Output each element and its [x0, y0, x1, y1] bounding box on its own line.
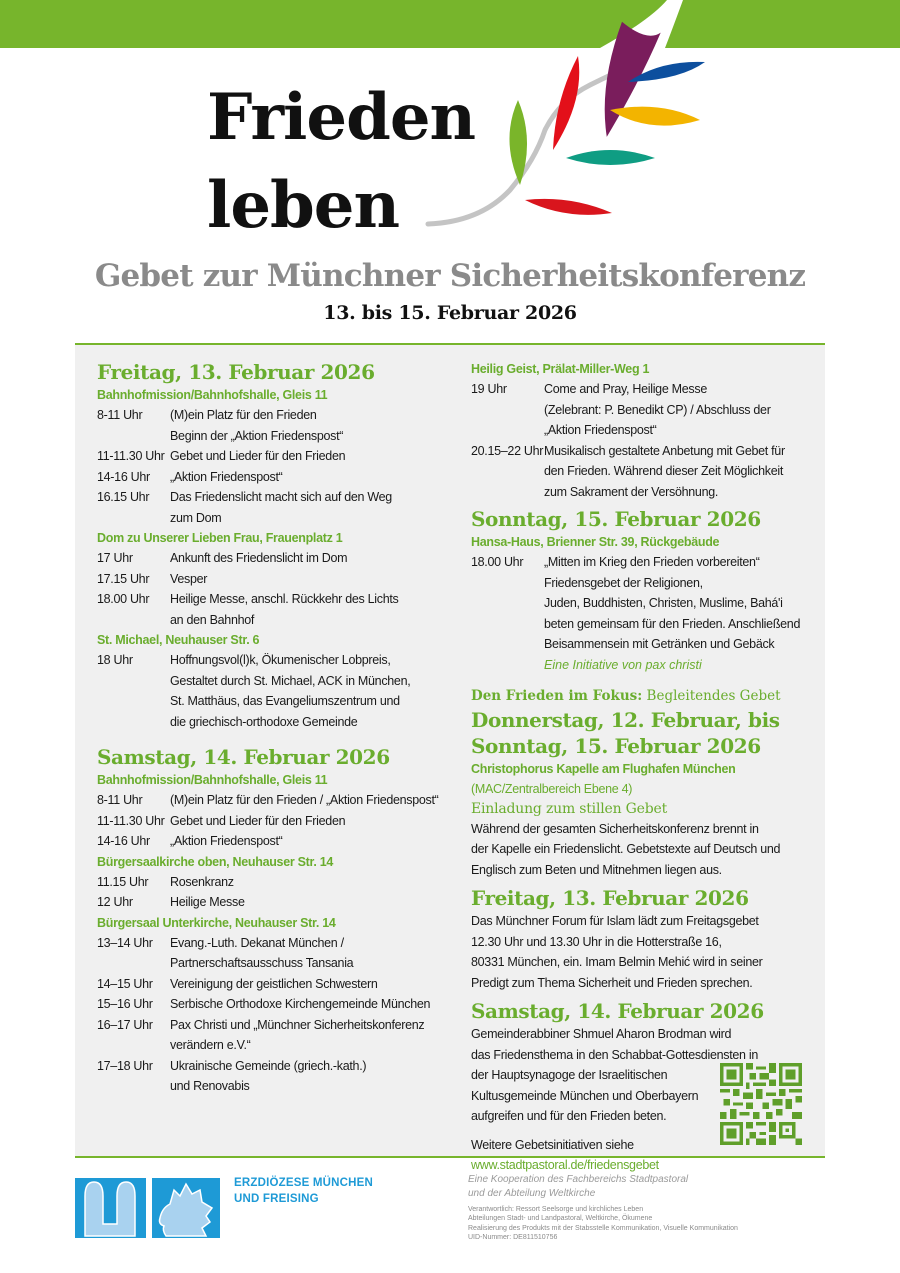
qr-code-icon[interactable] [720, 1063, 802, 1145]
event-dates: 13. bis 15. Februar 2026 [323, 302, 577, 324]
event-row [97, 933, 457, 974]
event-desc: Come and Pray, Heilige Messe (Zelebrant: P. Benedikt CP) / Abschluss der „Aktion Friedenspost“ [544, 382, 771, 437]
event-row [97, 446, 457, 467]
more-initiatives-link[interactable]: www.stadtpastoral.de/friedensgebet [471, 1158, 659, 1172]
title-frieden: Frieden [207, 80, 476, 155]
invite-heading: Einladung zum stillen Gebet [471, 800, 668, 817]
event-time: 15–16 Uhr [97, 997, 153, 1011]
event-row [97, 467, 457, 488]
imprint: Verantwortlich: Ressort Seelsorge und kirchliches Leben Abteilungen Stadt- und Landpastoral, Weltkirche, Ökumene Realisierung des Produkts mit der Stabsstelle Kommunikation, Visuelle Kommunikation UID-Nummer: DE811510756 [468, 1206, 738, 1241]
friday-paragraph: Das Münchner Forum für Islam lädt zum Freitagsgebet 12.30 Uhr und 13.30 Uhr in die Hotterstraße 16, 80331 München, ein. Imam Belmin Mehić wird in seiner Predigt zum Thema Sicherheit und Frieden sprechen. [471, 914, 763, 990]
venue-heading: Bahnhofmission/Bahnhofshalle, Gleis 11 [97, 388, 328, 402]
event-time: 11-11.30 Uhr [97, 449, 165, 463]
day-heading-focus: Donnerstag, 12. Februar, bis Sonntag, 15. Februar 2026 [471, 707, 780, 758]
event-row [97, 1015, 457, 1056]
event-row [97, 811, 457, 832]
focus-paragraph: Während der gesamten Sicherheitskonferenz brennt in der Kapelle ein Friedenslicht. Gebetstexte auf Deutsch und Englisch zum Beten und Mitnehmen liegen aus. [471, 821, 781, 877]
event-time: 13–14 Uhr [97, 935, 153, 950]
event-time: 18.00 Uhr [471, 555, 524, 569]
event-desc: Vereinigung der geistlichen Schwestern [170, 976, 378, 991]
event-row [97, 994, 457, 1015]
event-row [97, 790, 457, 811]
event-row [97, 872, 457, 893]
cooperation-note: Eine Kooperation des Fachbereichs Stadtpastoral und der Abteilung Weltkirche [468, 1174, 689, 1199]
event-time: 18 Uhr [97, 653, 133, 667]
diocese-logo-moor-crown-icon [152, 1178, 220, 1238]
venue-heading: Bürgersaalkirche oben, Neuhauser Str. 14 [97, 854, 334, 869]
event-desc: Gebet und Lieder für den Frieden [170, 449, 346, 463]
event-desc: (M)ein Platz für den Frieden / „Aktion Friedenspost“ [170, 793, 439, 807]
day-heading-saturday: Samstag, 14. Februar 2026 [97, 745, 390, 769]
right-column [471, 359, 816, 1175]
event-row [97, 487, 457, 528]
venue-subline: (MAC/Zentralbereich Ebene 4) [471, 781, 633, 796]
left-column [97, 359, 457, 1097]
top-green-banner [0, 0, 900, 48]
event-row [471, 441, 816, 503]
title-leben: leben [207, 168, 400, 243]
initiative-note: Eine Initiative von pax christi [544, 657, 702, 672]
event-time: 14-16 Uhr [97, 469, 150, 484]
event-row [97, 650, 457, 732]
day-heading-saturday-synagogue: Samstag, 14. Februar 2026 [471, 999, 764, 1023]
focus-label: Den Frieden im Fokus: Begleitendes Gebet [471, 687, 781, 704]
event-row [97, 892, 457, 913]
event-desc: Heilige Messe [170, 895, 245, 909]
event-time: 17–18 Uhr [97, 1058, 153, 1073]
event-desc: „Aktion Friedenspost“ [170, 834, 283, 848]
event-row [97, 548, 457, 569]
event-desc: Ankunft des Friedenslicht im Dom [170, 551, 348, 565]
event-desc: Gebet und Lieder für den Frieden [170, 813, 346, 828]
event-desc: (M)ein Platz für den Frieden Beginn der „Aktion Friedenspost“ [170, 408, 344, 443]
diocese-logo-frauenkirche-icon [75, 1178, 146, 1238]
day-heading-sunday: Sonntag, 15. Februar 2026 [471, 507, 761, 531]
event-time: 20.15–22 Uhr [471, 443, 544, 458]
event-time: 18.00 Uhr [97, 592, 150, 606]
event-row [471, 379, 816, 441]
day-heading-friday: Freitag, 13. Februar 2026 [97, 360, 375, 384]
event-desc: Hoffnungsvol(l)k, Ökumenischer Lobpreis, Gestaltet durch St. Michael, ACK in München, St. Matthäus, das Evangeliumszentrum und die griechisch-orthodoxe Gemeinde [170, 653, 411, 729]
venue-heading: Dom zu Unserer Lieben Frau, Frauenplatz 1 [97, 531, 343, 545]
event-time: 17 Uhr [97, 551, 133, 565]
event-desc: „Mitten im Krieg den Frieden vorbereiten“ Friedensgebet der Religionen, Juden, Buddhisten, Christen, Muslime, Bahá'i beten gemeinsam für den Frieden. Anschließend Beisammensein mit Getränken und Gebäck [544, 555, 801, 651]
event-row [471, 552, 816, 655]
day-heading-friday-islam: Freitag, 13. Februar 2026 [471, 886, 749, 910]
event-desc: Rosenkranz [170, 874, 234, 889]
event-time: 11-11.30 Uhr [97, 813, 165, 828]
event-time: 17.15 Uhr [97, 571, 150, 586]
event-row [97, 589, 457, 630]
event-desc: „Aktion Friedenspost“ [170, 469, 283, 484]
event-desc: Musikalisch gestaltete Anbetung mit Gebet für den Frieden. Während dieser Zeit Möglichkeit zum Sakrament der Versöhnung. [544, 443, 785, 499]
event-time: 16–17 Uhr [97, 1017, 153, 1032]
event-time: 12 Uhr [97, 895, 133, 909]
event-desc: Pax Christi und „Münchner Sicherheitskonferenz verändern e.V.“ [170, 1017, 425, 1052]
event-time: 14–15 Uhr [97, 976, 153, 991]
venue-heading: Heilig Geist, Prälat-Miller-Weg 1 [471, 362, 650, 376]
event-row [97, 831, 457, 852]
diocese-name: ERZDIÖZESE MÜNCHEN UND FREISING [234, 1177, 374, 1205]
event-time: 16.15 Uhr [97, 490, 150, 504]
event-desc: Heilige Messe, anschl. Rückkehr des Lichts an den Bahnhof [170, 592, 399, 627]
venue-heading: Bürgersaal Unterkirche, Neuhauser Str. 14 [97, 915, 336, 930]
event-time: 8-11 Uhr [97, 408, 143, 422]
event-time: 8-11 Uhr [97, 793, 143, 807]
venue-heading: St. Michael, Neuhauser Str. 6 [97, 633, 260, 647]
event-row [97, 974, 457, 995]
event-desc: Das Friedenslicht macht sich auf den Weg zum Dom [170, 490, 392, 525]
more-initiatives-label: Weitere Gebetsinitiativen siehe [471, 1137, 634, 1152]
program-panel [75, 343, 825, 1172]
event-time: 11.15 Uhr [97, 874, 149, 889]
saturday-paragraph: Gemeinderabbiner Shmuel Aharon Brodman wird das Friedensthema in den Schabbat-Gottesdiensten in der Hauptsynagoge der Israelitischen Kultusgemeinde München und Oberbayern aufgreifen und für den Frieden beten. [471, 1027, 758, 1123]
event-time: 14-16 Uhr [97, 834, 150, 848]
event-desc: Ukrainische Gemeinde (griech.-kath.) und Renovabis [170, 1058, 367, 1093]
event-row [97, 405, 457, 446]
venue-heading: Christophorus Kapelle am Flughafen München [471, 761, 736, 776]
event-row [97, 1056, 457, 1097]
event-desc: Serbische Orthodoxe Kirchengemeinde München [170, 997, 431, 1011]
venue-heading: Hansa-Haus, Brienner Str. 39, Rückgebäude [471, 535, 720, 549]
venue-heading: Bahnhofmission/Bahnhofshalle, Gleis 11 [97, 773, 328, 787]
page-subtitle: Gebet zur Münchner Sicherheitskonferenz [94, 258, 806, 294]
event-time: 19 Uhr [471, 382, 507, 396]
event-row [97, 569, 457, 590]
event-desc: Vesper [170, 571, 208, 586]
event-desc: Evang.-Luth. Dekanat München / Partnerschaftsausschuss Tansania [170, 935, 354, 970]
